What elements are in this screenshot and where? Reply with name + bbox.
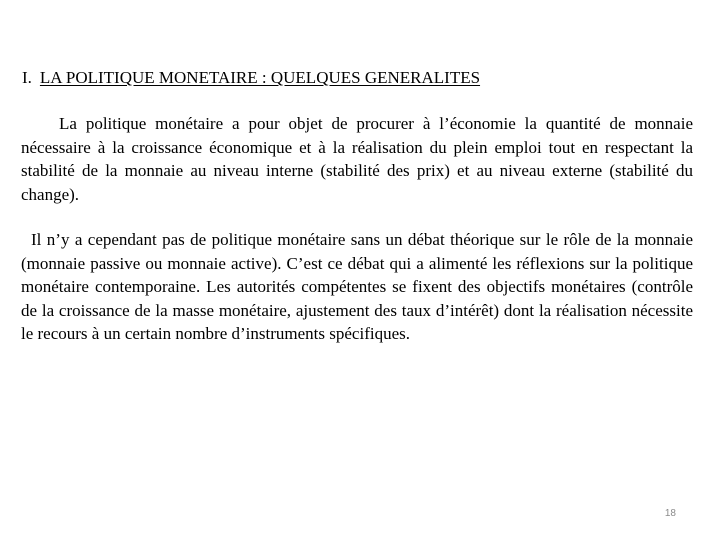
section-number: I. xyxy=(22,68,32,87)
section-heading xyxy=(22,68,480,88)
paragraph-debate: Il n’y a cependant pas de politique monétaire sans un débat théorique sur le rôle de la monnaie (monnaie passive ou monnaie active). C’est ce débat qui a alimenté les réflexions sur la politique monétaire contemporaine. Les autorités compétentes se fixent des objectifs monétaires (contrôle de la croissance de la masse monétaire, ajustement des taux d’intérêt) dont la réalisation nécessite le recours à un certain nombre d’instruments spécifiques. xyxy=(21,230,693,344)
page-number: 18 xyxy=(664,508,676,519)
section-title: LA POLITIQUE MONETAIRE : QUELQUES GENERALITES xyxy=(39,68,481,87)
paragraph-intro: La politique monétaire a pour objet de procurer à l’économie la quantité de monnaie nécessaire à la croissance économique et à la réalisation du plein emploi tout en respectant la stabilité de la monnaie au niveau interne (stabilité des prix) et au niveau externe (stabilité du change). xyxy=(21,114,693,204)
